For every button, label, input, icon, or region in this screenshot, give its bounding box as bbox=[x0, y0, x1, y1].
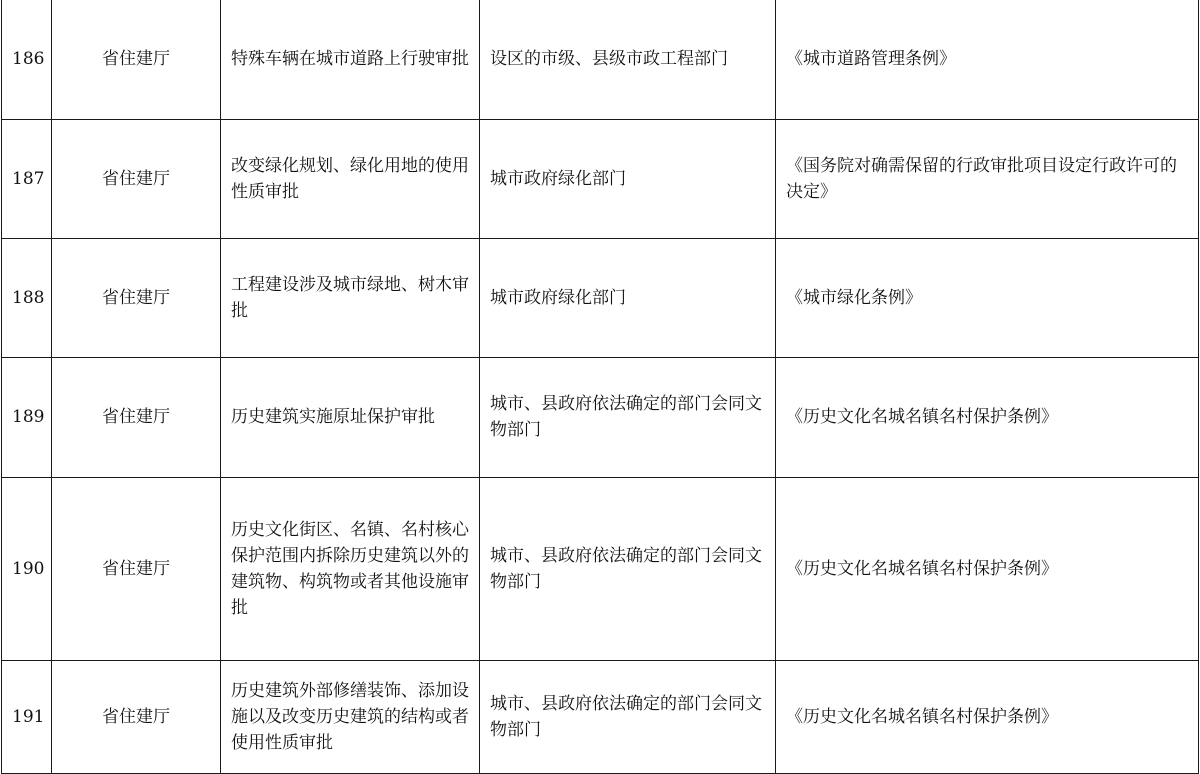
approval-item-cell bbox=[221, 0, 480, 119]
table-body bbox=[2, 0, 1199, 773]
authority-cell bbox=[480, 0, 776, 119]
approval-item-cell bbox=[221, 477, 480, 660]
department-cell: 省住建厅 bbox=[52, 119, 221, 238]
table-row bbox=[2, 238, 1199, 357]
department-cell: 省住建厅 bbox=[52, 357, 221, 477]
legal-basis-text: 《城市道路管理条例》 bbox=[786, 49, 956, 70]
legal-basis-text: 《国务院对确需保留的行政审批项目设定行政许可的决定》 bbox=[786, 155, 1177, 202]
approval-item-cell bbox=[221, 660, 480, 773]
authority-cell bbox=[480, 477, 776, 660]
approval-item-text: 历史建筑外部修缮装饰、添加设施以及改变历史建筑的结构或者使用性质审批 bbox=[231, 680, 469, 753]
table-row bbox=[2, 0, 1199, 119]
row-number: 191 bbox=[2, 660, 52, 773]
table-row bbox=[2, 119, 1199, 238]
legal-basis-cell bbox=[776, 357, 1199, 477]
row-number: 186 bbox=[2, 0, 52, 119]
table-row bbox=[2, 660, 1199, 773]
legal-basis-cell bbox=[776, 119, 1199, 238]
legal-basis-cell bbox=[776, 660, 1199, 773]
legal-basis-text: 《历史文化名城名镇名村保护条例》 bbox=[786, 706, 1058, 727]
department-cell: 省住建厅 bbox=[52, 477, 221, 660]
approval-item-cell bbox=[221, 119, 480, 238]
department-cell: 省住建厅 bbox=[52, 0, 221, 119]
department-cell: 省住建厅 bbox=[52, 238, 221, 357]
authority-cell bbox=[480, 357, 776, 477]
authority-cell bbox=[480, 119, 776, 238]
department-cell: 省住建厅 bbox=[52, 660, 221, 773]
approval-item-cell bbox=[221, 357, 480, 477]
legal-basis-text: 《城市绿化条例》 bbox=[786, 287, 922, 308]
authority-text: 设区的市级、县级市政工程部门 bbox=[490, 49, 728, 70]
legal-basis-cell bbox=[776, 477, 1199, 660]
approval-item-text: 历史建筑实施原址保护审批 bbox=[231, 407, 435, 427]
approval-item-text: 工程建设涉及城市绿地、树木审批 bbox=[231, 274, 469, 321]
authority-text: 城市、县政府依法确定的部门会同文物部门 bbox=[490, 545, 762, 592]
legal-basis-cell bbox=[776, 238, 1199, 357]
approval-item-text: 特殊车辆在城市道路上行驶审批 bbox=[231, 49, 469, 70]
row-number: 188 bbox=[2, 238, 52, 357]
authority-cell bbox=[480, 238, 776, 357]
row-number: 187 bbox=[2, 119, 52, 238]
approval-items-table bbox=[1, 0, 1199, 774]
approval-item-cell bbox=[221, 238, 480, 357]
row-number: 190 bbox=[2, 477, 52, 660]
authority-cell bbox=[480, 660, 776, 773]
approval-item-text: 改变绿化规划、绿化用地的使用性质审批 bbox=[231, 155, 469, 202]
authority-text: 城市政府绿化部门 bbox=[490, 287, 626, 308]
approval-item-text: 历史文化街区、名镇、名村核心保护范围内拆除历史建筑以外的建筑物、构筑物或者其他设施审批 bbox=[231, 519, 469, 618]
table-row bbox=[2, 477, 1199, 660]
legal-basis-text: 《历史文化名城名镇名村保护条例》 bbox=[786, 558, 1058, 579]
legal-basis-text: 《历史文化名城名镇名村保护条例》 bbox=[786, 407, 1058, 427]
table-row bbox=[2, 357, 1199, 477]
authority-text: 城市政府绿化部门 bbox=[490, 168, 626, 189]
row-number: 189 bbox=[2, 357, 52, 477]
legal-basis-cell bbox=[776, 0, 1199, 119]
authority-text: 城市、县政府依法确定的部门会同文物部门 bbox=[490, 693, 762, 740]
authority-text: 城市、县政府依法确定的部门会同文物部门 bbox=[490, 394, 762, 440]
